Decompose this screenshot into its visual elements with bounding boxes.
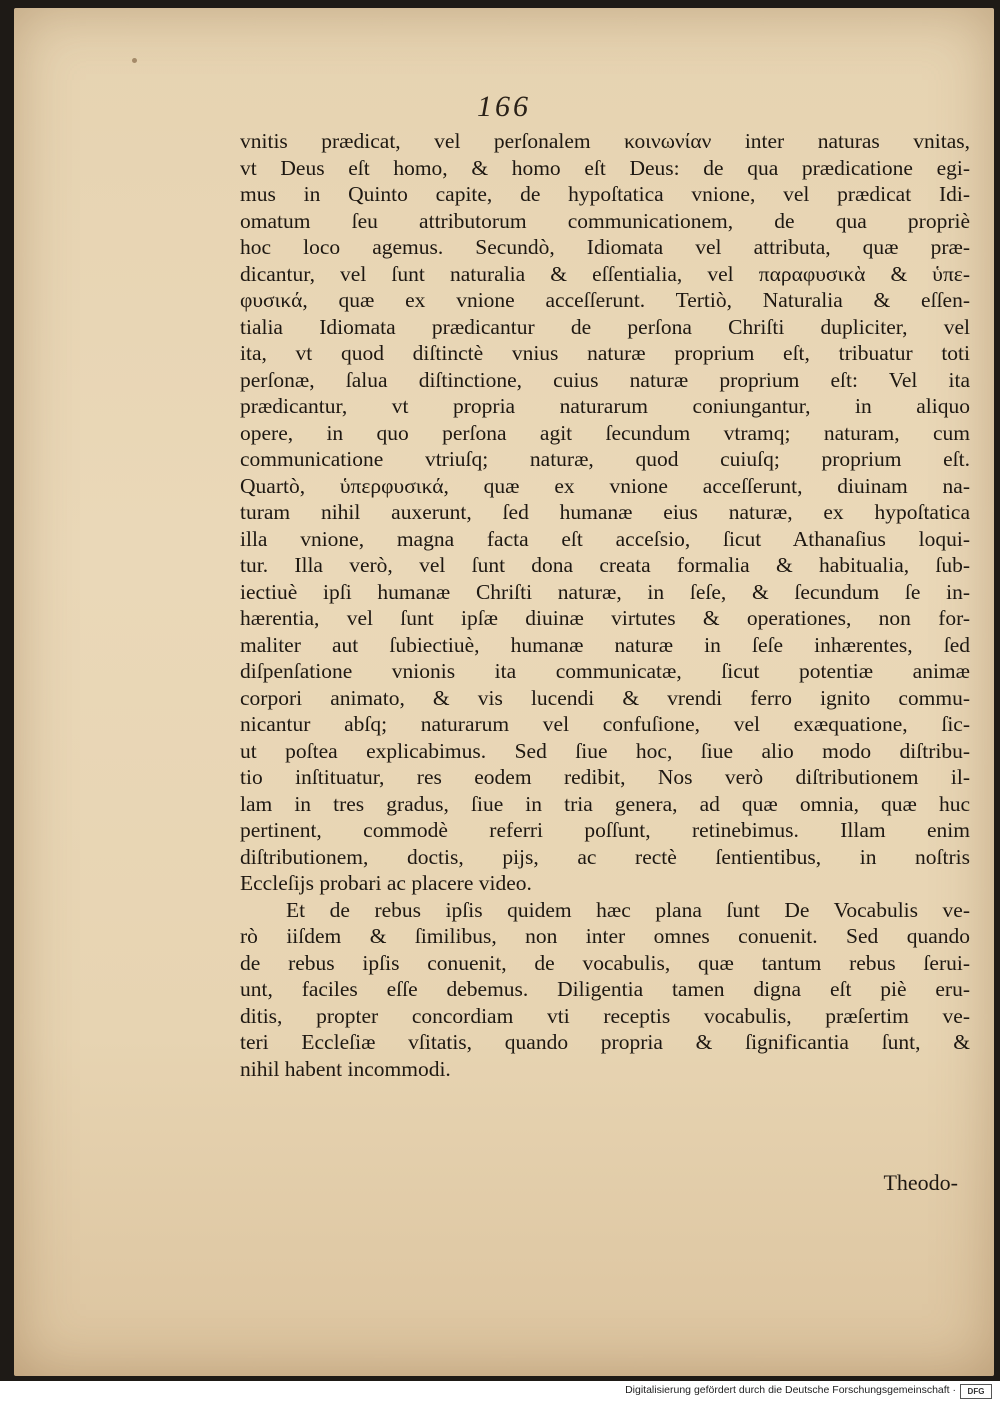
text-line: ditis, propter concordiam vti receptis vocabulis, præſertim ve- — [240, 1003, 970, 1028]
text-line: perſonæ, ſalua diſtinctione, cuius naturæ proprium eſt: Vel ita — [240, 367, 970, 392]
text-line: de rebus ipſis conuenit, de vocabulis, quæ tantum rebus ſerui- — [240, 950, 970, 975]
text-line: mus in Quinto capite, de hypoſtatica vnione, vel prædicat Idi- — [240, 182, 970, 206]
text-line: nicantur abſq; naturarum vel confuſione, vel exæquatione, ſic- — [240, 712, 970, 736]
text-line: turam nihil auxerunt, ſed humanæ eius naturæ, ex hypoſtatica — [240, 500, 970, 524]
body-text — [240, 128, 970, 1082]
text-line: ita, vt quod diſtinctè vnius naturæ proprium eſt, tribuatur toti — [240, 341, 970, 365]
text-line: dicantur, vel ſunt naturalia & eſſentialia, vel παραφυσικὰ & ὑπε- — [240, 261, 970, 286]
text-line: pertinent, commodè referri poſſunt, retinebimus. Illam enim — [240, 818, 970, 842]
text-line: unt, faciles eſſe debemus. Diligentia tamen digna eſt piè eru- — [240, 977, 970, 1001]
dfg-logo: DFG — [960, 1384, 992, 1399]
text-line: tio inſtituatur, res eodem redibit, Nos verò diſtributionem il- — [240, 765, 970, 789]
text-line: tialia Idiomata prædicantur de perſona Chriſti dupliciter, vel — [240, 314, 970, 339]
text-line: hoc loco agemus. Secundò, Idiomata vel attributa, quæ præ- — [240, 235, 970, 259]
text-line: vnitis prædicat, vel perſonalem κοινωνίαν inter naturas vnitas, — [240, 129, 970, 153]
text-line: corpori animato, & vis lucendi & vrendi ferro ignito commu- — [240, 685, 970, 710]
text-line: opere, in quo perſona agit ſecundum vtramq; naturam, cum — [240, 420, 970, 445]
text-line: prædicantur, vt propria naturarum coniungantur, in aliquo — [240, 394, 970, 418]
catchword: Theodo- — [883, 1170, 958, 1195]
text-line: φυσικά, quæ ex vnione acceſſerunt. Tertiò, Naturalia & eſſen- — [240, 288, 970, 312]
ink-speck — [132, 58, 137, 63]
text-line: rò iiſdem & ſimilibus, non inter omnes conuenit. Sed quando — [240, 924, 970, 948]
book-page — [14, 8, 994, 1376]
text-line: tur. Illa verò, vel ſunt dona creata formalia & habitualia, ſub- — [240, 553, 970, 577]
text-line: illa vnione, magna facta eſt acceſsio, ſicut Athanaſius loqui- — [240, 526, 970, 551]
text-line: Quartò, ὑπερφυσικά, quæ ex vnione acceſſerunt, diuinam na- — [240, 473, 970, 498]
text-line: nihil habent incommodi. — [240, 1056, 451, 1081]
text-line: diſpenſatione vnionis ita communicatæ, ſicut potentiæ animæ — [240, 659, 970, 683]
text-line: lam in tres gradus, ſiue in tria genera, ad quæ omnia, quæ huc — [240, 791, 970, 816]
text-line: communicatione vtriuſq; naturæ, quod cuiuſq; proprium eſt. — [240, 447, 970, 471]
funding-notice: Digitalisierung gefördert durch die Deutsche Forschungsgemeinschaft · — [625, 1384, 956, 1396]
text-line: omatum ſeu attributorum communicationem, de qua propriè — [240, 208, 970, 233]
text-line: hærentia, vel ſunt ipſæ diuinæ virtutes & operationes, non for- — [240, 606, 970, 630]
text-line: ut poſtea explicabimus. Sed ſiue hoc, ſiue alio modo diſtribu- — [240, 738, 970, 763]
paragraph-start-line: Et de rebus ipſis quidem hæc plana ſunt De Vocabulis ve- — [286, 897, 970, 922]
text-line: vt Deus eſt homo, & homo eſt Deus: de qua prædicatione egi- — [240, 155, 970, 180]
text-line: iectiuè ipſi humanæ Chriſti naturæ, in ſeſe, & ſecundum ſe in- — [240, 579, 970, 604]
footer-bar — [0, 1381, 1000, 1401]
text-line: diſtributionem, doctis, pijs, ac rectè ſentientibus, in noſtris — [240, 844, 970, 869]
text-line: teri Eccleſiæ vſitatis, quando propria & ſignificantia ſunt, & — [240, 1030, 970, 1054]
text-line: Eccleſijs probari ac placere video. — [240, 871, 532, 895]
text-line: maliter aut ſubiectiuè, humanæ naturæ in ſeſe inhærentes, ſed — [240, 632, 970, 657]
page-number: 166 — [477, 90, 531, 123]
